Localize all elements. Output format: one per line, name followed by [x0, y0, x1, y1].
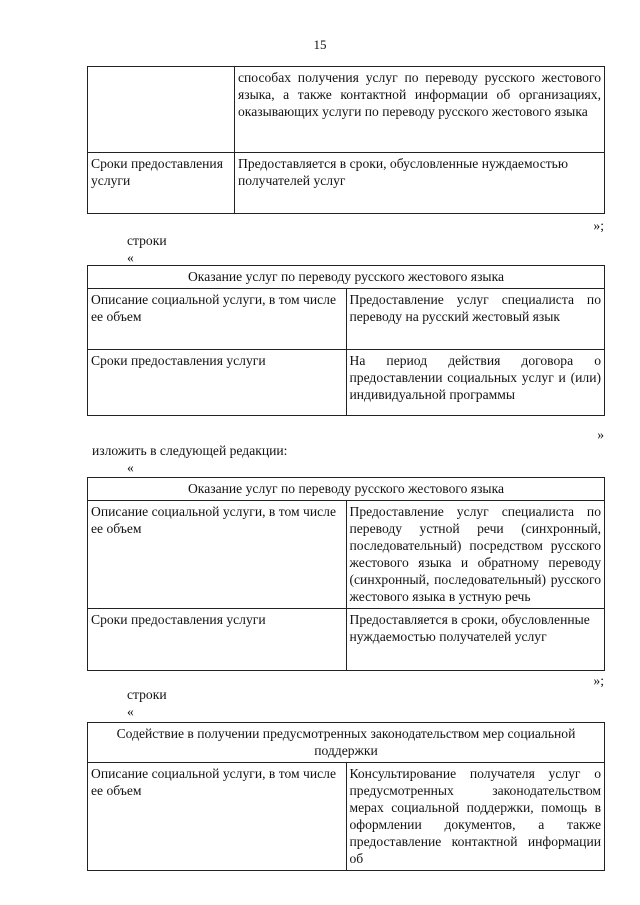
closing-quote: »;	[593, 218, 604, 233]
row-label: Сроки предоставления услуги	[88, 609, 347, 671]
row-label: Сроки предоставления услуги	[88, 153, 235, 214]
table-row	[88, 67, 605, 153]
table-header: Оказание услуг по переводу русского жестового языка	[88, 478, 605, 501]
closing-quote: »;	[593, 673, 604, 688]
row-text: Предоставление услуг специалиста по переводу на русский жестовый язык	[346, 289, 605, 350]
table-row	[88, 501, 605, 609]
table-row	[88, 289, 605, 350]
opening-quote: «	[127, 250, 134, 265]
table-support-measures	[87, 722, 605, 871]
row-label	[88, 67, 235, 153]
table-header-row	[88, 478, 605, 501]
table-header-row	[88, 723, 605, 763]
table-row	[88, 350, 605, 416]
row-label: Описание социальной услуги, в том числе ее объем	[88, 501, 347, 609]
row-text: Предоставляется в сроки, обусловленные нуждаемостью получателей услуг	[235, 153, 605, 214]
table-header: Оказание услуг по переводу русского жестового языка	[88, 266, 605, 289]
table-header-row	[88, 266, 605, 289]
table-header: Содействие в получении предусмотренных законодательством мер социальной поддержки	[88, 723, 605, 763]
opening-quote: «	[127, 704, 134, 719]
row-label: Описание социальной услуги, в том числе ее объем	[88, 289, 347, 350]
table-new-version	[87, 477, 605, 671]
closing-quote: »	[597, 427, 604, 442]
row-text: Предоставление услуг специалиста по переводу устной речи (синхронный, последовательный) посредством русского жестового языка и обратному переводу (синхронный, последовательный) русского жестового языка в устную речь	[346, 501, 605, 609]
table-old-version	[87, 265, 605, 416]
table-continuation	[87, 66, 605, 214]
row-text: способах получения услуг по переводу русского жестового языка, а также контактной информации об организациях, оказывающих услуги по переводу русского жестового языка	[235, 67, 605, 153]
table-row	[88, 609, 605, 671]
row-label: Сроки предоставления услуги	[88, 350, 347, 416]
stroki-label: строки	[127, 233, 167, 248]
row-label: Описание социальной услуги, в том числе ее объем	[88, 763, 347, 871]
stroki-label: строки	[127, 687, 167, 702]
table-row	[88, 763, 605, 871]
page-number: 15	[313, 37, 327, 52]
row-text: Предоставляется в сроки, обусловленные нуждаемостью получателей услуг	[346, 609, 605, 671]
amendment-line: изложить в следующей редакции:	[92, 443, 288, 458]
row-text: На период действия договора о предоставлении социальных услуг и (или) индивидуальной программы	[346, 350, 605, 416]
opening-quote: «	[127, 460, 134, 475]
table-row	[88, 153, 605, 214]
row-text: Консультирование получателя услуг о предусмотренных законодательством мерах социальной поддержки, помощь в оформлении документов, а также предоставление контактной информации об	[346, 763, 605, 871]
